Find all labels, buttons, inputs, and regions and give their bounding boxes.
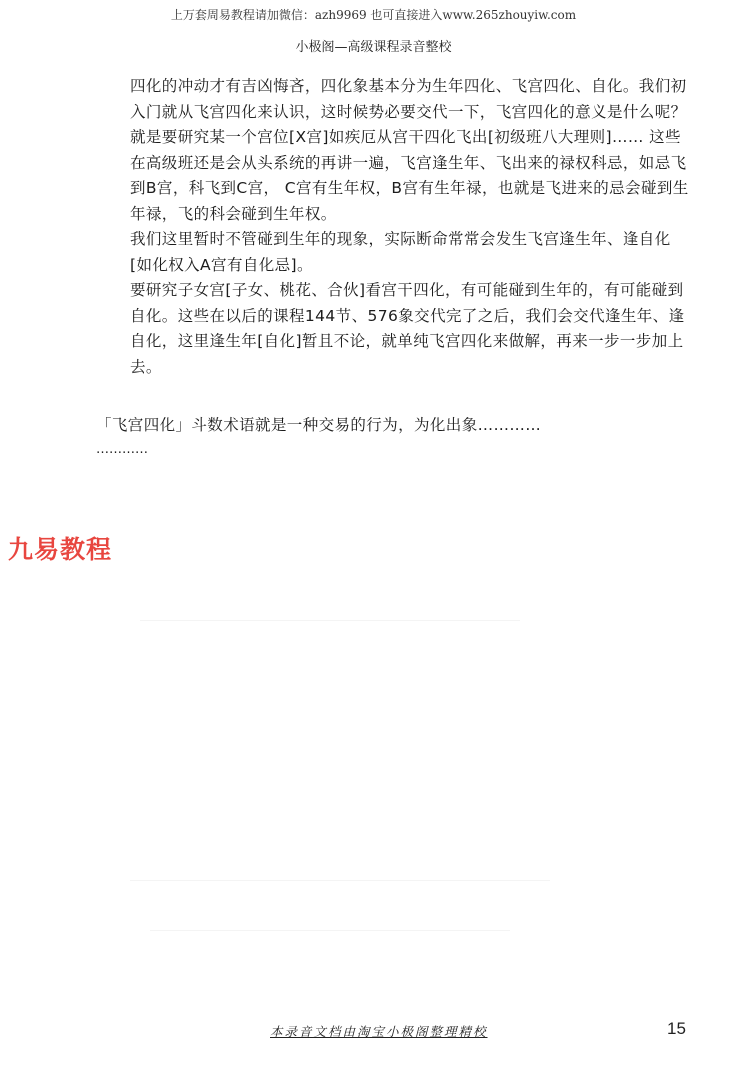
bleed-through-mark xyxy=(130,880,550,881)
top-watermark: 上万套周易教程请加微信：azh9969 也可直接进入www.265zhouyiw.com xyxy=(170,8,577,22)
outdent-paragraph: 「飞宫四化」斗数术语就是一种交易的行为，为化出象………… xyxy=(96,416,542,434)
bleed-through-mark xyxy=(150,930,510,931)
page-number: 15 xyxy=(667,1019,686,1038)
bleed-through-mark xyxy=(140,620,520,621)
footer-note: 本录音文档由淘宝小极阁整理精校 xyxy=(270,1024,488,1039)
watermark-stamp: 九易教程 xyxy=(8,535,113,564)
paragraph-3: 要研究子女宫[子女、桃花、合伙]看宫干四化，有可能碰到生年的，有可能碰到自化。这些在以后的课程144节、576象交代完了之后，我们会交代逢生年、逢自化，这里逢生年[自化]暂且不论，就单纯飞宫四化来做解，再来一步一步加上去。 xyxy=(130,281,685,376)
ellipsis-line: ………… xyxy=(96,442,148,457)
main-body-text xyxy=(130,74,692,380)
paragraph-1: 四化的冲动才有吉凶悔吝，四化象基本分为生年四化、飞宫四化、自化。我们初入门就从飞宫四化来认识，这时候势必要交代一下，飞宫四化的意义是什么呢？ 就是要研究某一个宫位[X宫]如疾厄从宫干四化飞出[初级班八大理则]…… 这些在高级班还是会从头系统的再讲一遍，飞宫逢生年、飞出来的禄权科忌，如忌飞到B宫，科飞到C宫， C宫有生年权，B宫有生年禄，也就是飞进来的忌会碰到生年禄，飞的科会碰到生年权。 xyxy=(130,77,689,223)
paragraph-2: 我们这里暂时不管碰到生年的现象，实际断命常常会发生飞宫逢生年、逢自化[如化权入A宫有自化忌]。 xyxy=(130,230,671,274)
page-header-title: 小极阁—高级课程录音整校 xyxy=(295,40,452,55)
